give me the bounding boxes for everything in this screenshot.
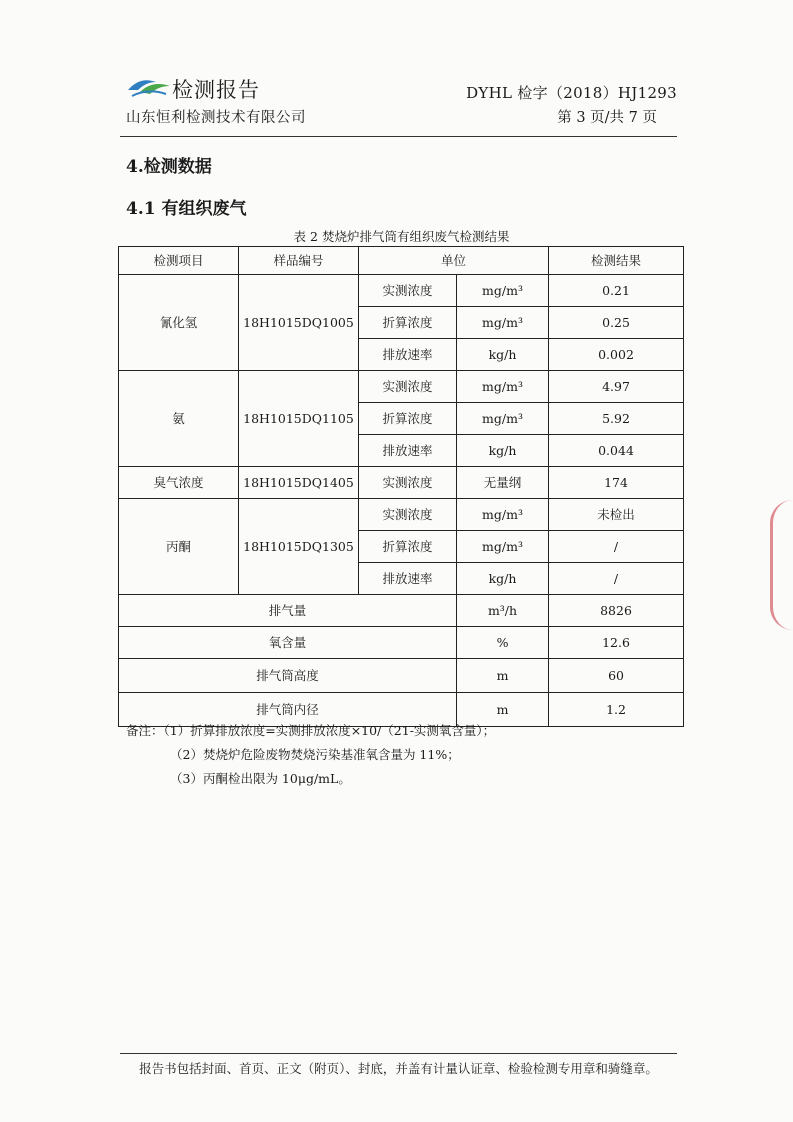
summary-result: 1.2 bbox=[549, 693, 684, 727]
cell-unit: mg/m³ bbox=[457, 371, 549, 403]
table-header-row bbox=[119, 247, 684, 275]
cell-unit: mg/m³ bbox=[457, 499, 549, 531]
cell-param: 排放速率 bbox=[359, 435, 457, 467]
page-indicator: 第 3 页/共 7 页 bbox=[557, 110, 657, 126]
cell-result: 5.92 bbox=[549, 403, 684, 435]
summary-row bbox=[119, 627, 684, 659]
cell-result: 174 bbox=[549, 467, 684, 499]
cell-item: 氰化氢 bbox=[119, 275, 239, 371]
header-cell-result: 检测结果 bbox=[549, 247, 684, 275]
results-table bbox=[118, 246, 684, 727]
header-divider bbox=[120, 136, 677, 137]
cell-param: 折算浓度 bbox=[359, 531, 457, 563]
company-name: 山东恒利检测技术有限公司 bbox=[126, 110, 306, 126]
cell-unit: kg/h bbox=[457, 435, 549, 467]
table-caption: 表 2 焚烧炉排气筒有组织废气检测结果 bbox=[293, 229, 510, 244]
note-item: （1）折算排放浓度=实测排放浓度×10/（21-实测氧含量）； bbox=[163, 723, 496, 738]
cell-item: 臭气浓度 bbox=[119, 467, 239, 499]
summary-unit: m bbox=[457, 693, 549, 727]
cell-result: 4.97 bbox=[549, 371, 684, 403]
summary-unit: % bbox=[457, 627, 549, 659]
footer-divider bbox=[120, 1053, 677, 1054]
cell-result: 0.21 bbox=[549, 275, 684, 307]
cell-param: 实测浓度 bbox=[359, 371, 457, 403]
subsection-title: 4.1 有组织废气 bbox=[126, 199, 247, 219]
summary-label: 排气筒内径 bbox=[119, 693, 457, 727]
summary-result: 60 bbox=[549, 659, 684, 693]
summary-label: 氧含量 bbox=[119, 627, 457, 659]
cell-sample: 18H1015DQ1405 bbox=[239, 467, 359, 499]
cell-param: 折算浓度 bbox=[359, 307, 457, 339]
cell-param: 实测浓度 bbox=[359, 499, 457, 531]
cell-sample: 18H1015DQ1005 bbox=[239, 275, 359, 371]
summary-row bbox=[119, 659, 684, 693]
cell-unit: mg/m³ bbox=[457, 531, 549, 563]
cell-unit: mg/m³ bbox=[457, 275, 549, 307]
cell-param: 折算浓度 bbox=[359, 403, 457, 435]
cell-param: 排放速率 bbox=[359, 563, 457, 595]
header-cell-unit: 单位 bbox=[359, 247, 549, 275]
company-logo-icon bbox=[126, 72, 172, 102]
summary-unit: m³/h bbox=[457, 595, 549, 627]
cell-item: 氨 bbox=[119, 371, 239, 467]
cell-sample: 18H1015DQ1105 bbox=[239, 371, 359, 467]
cell-param: 排放速率 bbox=[359, 339, 457, 371]
cell-unit: kg/h bbox=[457, 339, 549, 371]
cell-item: 丙酮 bbox=[119, 499, 239, 595]
footer-text: 报告书包括封面、首页、正文（附页）、封底，并盖有计量认证章、检验检测专用章和骑缝章。 bbox=[139, 1061, 658, 1076]
header-cell-sample: 样品编号 bbox=[239, 247, 359, 275]
report-title: 检测报告 bbox=[172, 78, 260, 102]
summary-result: 8826 bbox=[549, 595, 684, 627]
cell-unit: mg/m³ bbox=[457, 307, 549, 339]
cell-result: 未检出 bbox=[549, 499, 684, 531]
summary-result: 12.6 bbox=[549, 627, 684, 659]
table-row bbox=[119, 371, 684, 403]
table-row bbox=[119, 499, 684, 531]
seal-stamp-edge-icon bbox=[770, 500, 793, 630]
summary-label: 排气筒高度 bbox=[119, 659, 457, 693]
document-number: DYHL 检字（2018）HJ1293 bbox=[466, 84, 677, 102]
table-row bbox=[119, 467, 684, 499]
notes-prefix: 备注： bbox=[126, 723, 164, 738]
notes-block bbox=[126, 719, 495, 791]
cell-unit: 无量纲 bbox=[457, 467, 549, 499]
cell-result: 0.25 bbox=[549, 307, 684, 339]
cell-result: 0.002 bbox=[549, 339, 684, 371]
cell-result: / bbox=[549, 563, 684, 595]
header-cell-item: 检测项目 bbox=[119, 247, 239, 275]
table-row bbox=[119, 275, 684, 307]
summary-label: 排气量 bbox=[119, 595, 457, 627]
note-item: （2）焚烧炉危险废物焚烧污染基准氧含量为 11%； bbox=[170, 747, 460, 762]
cell-unit: kg/h bbox=[457, 563, 549, 595]
summary-row bbox=[119, 595, 684, 627]
cell-param: 实测浓度 bbox=[359, 467, 457, 499]
note-item: （3）丙酮检出限为 10μg/mL。 bbox=[170, 771, 351, 786]
cell-result: 0.044 bbox=[549, 435, 684, 467]
cell-unit: mg/m³ bbox=[457, 403, 549, 435]
section-title: 4.检测数据 bbox=[126, 157, 212, 177]
note-line bbox=[126, 719, 495, 743]
cell-result: / bbox=[549, 531, 684, 563]
summary-unit: m bbox=[457, 659, 549, 693]
cell-sample: 18H1015DQ1305 bbox=[239, 499, 359, 595]
cell-param: 实测浓度 bbox=[359, 275, 457, 307]
